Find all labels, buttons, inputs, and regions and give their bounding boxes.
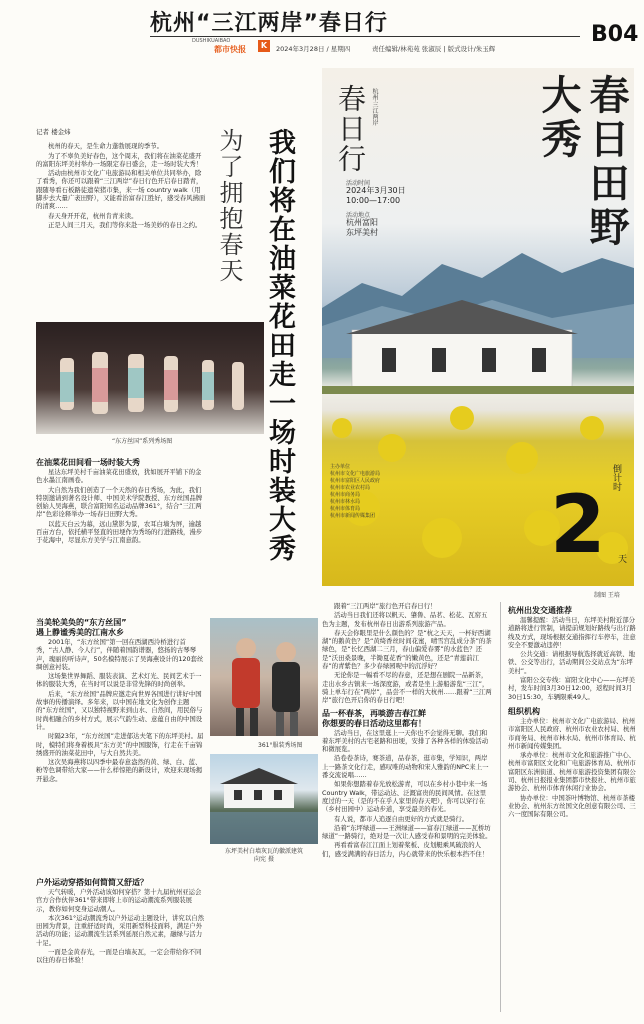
mid-para: 无论你是一幅看不尽的春意，还是想在剧院一品新茶，走出水乡古镇来一场深度游，或者是坐上游船游览“三江”，骑上单车行在“两岸”，品尝不一样的大杭州……跟着“三江两岸”旅行色开启你的春日行吧！ [322, 671, 492, 705]
intro-para: 正是人间三月天，我们等你来赴一场美妙的春日之约。 [48, 220, 202, 229]
intro-para: 春天身开开花，杭州肯青来读。 [48, 211, 138, 220]
countdown-unit: 天 [618, 555, 628, 565]
paper-logo-icon: K [258, 40, 270, 52]
organizers-heading: 组织机构 [508, 706, 540, 716]
column-divider [500, 602, 501, 1012]
mid-para: 沿卷卷茶诗，赛茶道，品春茶，逛市集，学知识，两岸上一路茶文化行走，感叹唯的动物和宋人雅韵的NPC来上一番交流说唱…… [322, 754, 489, 780]
right-column [508, 606, 636, 820]
issue-date: 2024年3月28日 / 星期四 [276, 45, 351, 53]
mid-para: 活动当日，在这里逛上一天你也不会觉得无聊。我们和着东坪美村的古宅老路和田埂，安排了各种各样的体验活动和微展览。 [322, 728, 489, 754]
mid-para: 春天会你眼里是什么颜色的？是“杭之天天，一杯好西湖湖”的鹅黄色？是“黄绮香丝时间花蜜，晴雪宫乱成分茶”的茶绿色，是“长忆西湖二三月，春山偏爱春雾”的水蓝色？还是“沃田桑景晚，半锄夏花香”的嫩黄色，还是“青莲前江春”的青紫色？多少春绿园呢中的沉浮好？ [322, 628, 492, 671]
transport-para: 富阳公交专线：富阳文化中心——东坪美村，发车时间3月30日12:00，返程时间3月30日15:30，车辆限乘49人。 [508, 676, 636, 701]
poster-image [322, 68, 634, 586]
photo2-caption: 361°服装秀场图 [258, 742, 303, 749]
section2-para: 时隔23年，“东方丝国”走进郁达夫笔下的东坪美村。届时，模特们将身着极具“东方美”的中国服饰，行走在千亩锦绣盛开的油菜花田中，与大自然共美。 [36, 732, 204, 757]
organizers-para: 协办单位：中国茶叶博物馆、杭州市茶楼业协会、杭州东方丝国文化创意有限公司、三六一度国际有限公司。 [508, 793, 636, 819]
section2-para: 2001年，“东方丝国”第一回在西湖西泠桥进行首秀，“古人静、今人行”，伴随着国韵谱器，悠扬的古琴琴声，瑰丽的听诗声，50名模特展示了吴海燕设计的120套丝绸创意衬装。 [36, 638, 204, 671]
poster-brand: 春日行 [334, 84, 367, 174]
main-headline: 我们将在油菜花田走一场时装大秀 [264, 128, 295, 563]
transport-heading: 杭州出发交通推荐 [508, 606, 572, 615]
sub-headline: 为了拥抱春天 [215, 128, 243, 284]
section3-para: 天气转暖，户外活动该如何穿搭？第十九届杭州亚运会官方合作伙伴361°带来即将上市的运动潮流系列服装展示，教你如何变身运动潮人。 [36, 888, 202, 913]
mid-heading: 品一杯春茶，再啖游吉春江鲜 你想要的春日活动这里都有！ [322, 708, 426, 728]
runway-photo [36, 322, 264, 434]
section2-para: 这次吴海燕将以四季中最春意盎然的黄、绿、白、蓝、粉等色调带给大家——什么样惊艳的新设计，欢迎来现场揭开悬念。 [36, 758, 203, 783]
poster-place: 杭州富阳 东坪美村 [346, 218, 378, 237]
section3-para: 一面是金黄春光，一面是白墙灰瓦，一定会带给你不同以往的春日体验！ [36, 948, 202, 965]
transport-para: 公共交通：请根据导航选择就近高铁、地铁、公交等出行，活动期间公交站点为“东坪美村”。 [508, 650, 636, 675]
poster-big-title: 春日田野大秀 [535, 74, 629, 250]
photo1-caption: “东方丝国”系列秀场图 [112, 438, 173, 445]
organizers-para: 承办单位：杭州市文化和旅游推广中心、杭州市富阳区文化和广电旅游体育局、杭州市富阳区东洲街道、杭州市旅游投资集团有限公司、杭州日报报业集团都市快报社、杭州市旅游协会、杭州市体育休闲行业协会。 [508, 751, 636, 793]
mid-para: 再看看富春江江面上划着桨板、皮划艇乘风破浪的人们，感受满满的春日活力，内心就带来的快乐根本挡不住！ [322, 841, 489, 858]
mid-para: 活动当日我们还将以帆天、肇鲁、品茗、松花、瓦窑五色为主题，发布杭州春日出游系列旅游产品。 [322, 611, 488, 628]
section1-para: 星达东坪美村千亩油菜花田盛放，犹如展开平铺下的金色水墨江南画卷。 [36, 468, 202, 485]
section3 [36, 878, 204, 966]
transport-para: 温馨提醒：活动当日，东坪美村附近部分道路将进行管制，请提前规划好路线与出行路线及方式，现场根据交通指挥行车停车，注意安全不要激动违停！ [508, 616, 636, 649]
section2-para: 后来，“东方丝国”品牌应邀走向世界各国进行讲好中国故事的传播演绎。多年来，以中国在地文化为创作主题的“东方丝国”，又以独特视野来到山水、自然间，用民俗与时尚相融合的乡村方式，展示气韵生动、意蕴自由的中国设计。 [36, 689, 203, 731]
section1-heading: 在油菜花田间看一场时装大秀 [36, 458, 140, 467]
mid-para: 沿着“东坪绿道——王洲绿道——富春江绿道——瓦桥坊绿道”一路骑行，绝对是一次让人感受春和景明的完美体验。 [322, 823, 492, 841]
village-photo [210, 754, 318, 844]
page-title: 杭州“三江两岸”春日行 [150, 11, 388, 36]
intro-para: 为了不辜负美好春色，这个周末，我们将在油菜花盛开的富阳东坪美村举办一场限定春日盛会，走一场时装大秀！ [36, 151, 203, 168]
mid-para: 如果你想踏着春光放松游青，可以在乡村小巷中来一场Country Walk，带运动达、泛溉富贵的民间风情。在这里度过的一天（是的不在乎人家里的春天吧），你可以穿行在（乡村田园中）运动步道，享受最美的春光。 [322, 780, 488, 814]
countdown-label: 倒计时 [611, 464, 621, 491]
section2-heading: 当美轮美奂的“东方丝国” 遇上静谧秀美的江南水乡 [36, 618, 127, 637]
poster-sponsors: 主办单位 杭州市文化广电旅游局 杭州市富阳区人民政府 杭州市农业农村局 杭州市商务局 杭州市林水局 杭州市体育局 杭州市新闻传媒集团 [330, 464, 381, 519]
poster-series: 杭州·三江两岸 [371, 88, 378, 126]
countdown-number: 2 [550, 478, 606, 571]
page-number: B04 [591, 22, 639, 47]
poster-time: 2024年3月30日 10:00—17:00 [346, 186, 406, 205]
poster-credit: 制图 王培 [594, 592, 620, 599]
paper-pinyin: DUSHIKUAIBAO [192, 38, 231, 44]
mid-para: 跟着“三江两岸”旅行色开启春日行！ [334, 602, 437, 610]
photo3-caption: 东坪美村白墙灰瓦的徽派建筑 向宪 摄 [224, 848, 303, 863]
poster-time-label: 活动时间 [346, 180, 371, 187]
organizers-para: 主办单位：杭州市文化广电旅游局、杭州市富阳区人民政府、杭州市农业农村局、杭州市商务局、杭州市林水局、杭州市体育局、杭州市新闻传媒集团。 [508, 716, 636, 750]
poster-place-label: 活动地点 [346, 212, 371, 219]
intro-para: 活动由杭州市文化广电旅游局和相关单位共同举办，除了看秀，你还可以跟着“三江两岸”春日行色开启春日踏青，跟随导看石板路徒遗荣猪市集，来一场 country walk（用脚步去大量广袤田野），又能看治富春江胜好，感受春风拂面的清爽…… [36, 169, 206, 211]
paper-name: 都市快报 [214, 45, 246, 54]
header-rule [150, 36, 580, 37]
section1 [36, 458, 204, 546]
byline: 记者 楼金炜 [36, 128, 71, 136]
editors-credit: 责任编辑/林苑苑 张淑辰 | 版式设计/朱玉辉 [372, 45, 496, 53]
section1-para: 以蓝天白云为幕，远山黛影为景，农耳白墙为屏，逾越百亩方台，依托横平竖直的田埂作为秀场的行进路线，漫步于花海中，尽显东方美学与江南意韵。 [36, 519, 203, 545]
intro-para: 杭州的春天，是生命力蓬勃展现的季节。 [48, 142, 164, 151]
section1-para: 大自然为我们创造了一个天然的春日秀场，为此，我们特别邀请到著名设计师、中国美术学院教授、东方丝国品牌创始人吴海燕，联合富阳知名运动品牌361°，结合“三江两岸”色彩诠释举办一场春日田野大秀。 [36, 485, 203, 519]
section3-heading: 户外运动穿搭如何简简又舒适？ [36, 878, 148, 887]
section3-para: 本次361°运动潮流秀以户外运动主题设计，讲究以自然田园为背景，注重舒适时尚，采用新型科技面料，满足户外活动的功能；运动潮流生活系列延展自然元素，融绿与活力十足。 [36, 913, 204, 947]
section2 [36, 618, 204, 784]
sportswear-photo [210, 618, 318, 736]
intro-block [36, 128, 206, 230]
section2-para: 这场集世界舞蹈、服装表演、艺术灯光、民间艺术于一体的服装大秀，在当时可以说是非常先锋的时尚创举。 [36, 672, 202, 689]
mid-para: 有人说，都市人追逐自由更好的方式就是骑行。 [334, 814, 469, 823]
middle-column [322, 602, 492, 859]
